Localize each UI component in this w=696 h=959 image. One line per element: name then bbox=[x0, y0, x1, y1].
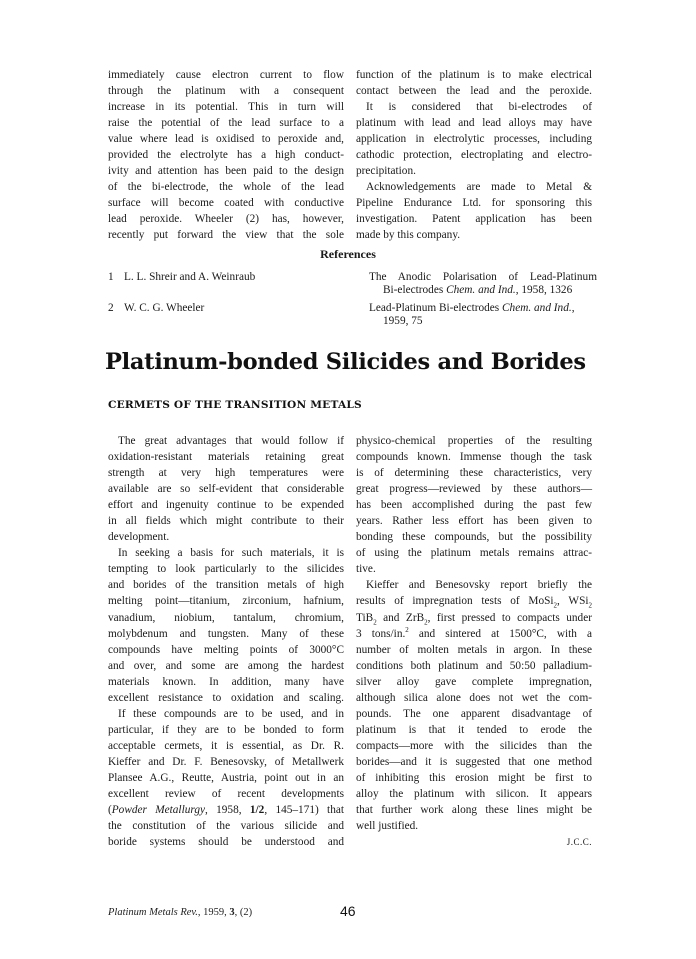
reference-number: 2 bbox=[108, 302, 114, 314]
article-subtitle: CERMETS OF THE TRANSITION METALS bbox=[108, 399, 362, 411]
text-line: compounds known. Immense though the task bbox=[356, 451, 592, 464]
footer-year: , 1959, bbox=[197, 907, 230, 918]
reference-source bbox=[369, 302, 597, 315]
text-line: acceptable cermets, it is essential, as Dr. R. bbox=[108, 739, 344, 752]
text-line: silver alloy gave complete impregnation, bbox=[356, 675, 592, 688]
text-line: development. bbox=[108, 531, 170, 544]
formula-line bbox=[356, 593, 592, 609]
text-line: surface will become coated with conductive bbox=[108, 197, 344, 210]
text-line: particular, if they are to be bonded to form bbox=[108, 723, 344, 736]
text-line: through the platinum with a consequent bbox=[108, 85, 344, 98]
text-line: pounds. The one apparent disadvantage of bbox=[356, 707, 592, 720]
text-line: vanadium, niobium, tantalum, chromium, bbox=[108, 611, 344, 624]
citation-line bbox=[108, 802, 344, 818]
text-line: that further work along these lines might be bbox=[356, 804, 592, 817]
text-line: raise the potential of the lead surface to a bbox=[108, 117, 344, 130]
text-line: tive. bbox=[356, 563, 376, 576]
text-line: materials known. In addition, many have bbox=[108, 675, 344, 688]
text-line: tempting to look particularly to the silicides bbox=[108, 563, 344, 576]
reference-citation bbox=[369, 271, 597, 297]
reference-details: 1959, 75 bbox=[383, 315, 423, 327]
reference-title: Lead-Platinum Bi-electrodes bbox=[369, 302, 500, 314]
references-heading: References bbox=[320, 247, 376, 261]
text-line: made by this company. bbox=[356, 229, 461, 242]
superscript: 2 bbox=[405, 625, 409, 634]
reference-title: The Anodic Polarisation of Lead-Platinum bbox=[369, 271, 597, 283]
cited-year: , 1958, bbox=[205, 804, 250, 817]
text-line: contact between the lead and the peroxide. bbox=[356, 85, 592, 98]
article-right-column bbox=[356, 433, 592, 850]
formula-line bbox=[356, 610, 592, 626]
text-fragment: and sintered at 1500°C, with a bbox=[408, 627, 592, 640]
text-fragment: TiB bbox=[356, 611, 374, 624]
text-line: of the bi-electrode, the whole of the lead bbox=[108, 181, 344, 194]
page-number: 46 bbox=[340, 903, 356, 919]
reference-authors: W. C. G. Wheeler bbox=[124, 302, 205, 314]
text-line: melting point—titanium, zirconium, hafnium, bbox=[108, 595, 344, 608]
text-line: years. Rather less effort has been given to bbox=[356, 515, 592, 528]
text-fragment: and ZrB bbox=[376, 611, 425, 624]
text-line: conditions both platinum and 50:50 palladium- bbox=[356, 659, 592, 672]
text-line: well justified. bbox=[356, 820, 419, 833]
text-line: boride systems should be understood and bbox=[108, 836, 344, 849]
text-line: If these compounds are to be used, and in bbox=[118, 707, 344, 720]
text-line: of inhibiting this erosion might be first to bbox=[356, 771, 592, 784]
article-title: Platinum-bonded Silicides and Borides bbox=[105, 349, 586, 375]
text-line: cathodic protection, electroplating and electro- bbox=[356, 149, 592, 162]
text-line: platinum is that it tended to erode the bbox=[356, 723, 592, 736]
reference-number: 1 bbox=[108, 271, 114, 283]
text-line: recently put forward the view that the sole bbox=[108, 229, 344, 242]
text-line: Kieffer and Dr. F. Benesovsky, of Metallwerk bbox=[108, 755, 344, 768]
subscript: 2 bbox=[424, 617, 428, 626]
footer-volume: 3 bbox=[229, 907, 235, 918]
text-line: Acknowledgements are made to Metal & bbox=[366, 181, 592, 194]
continued-article-right-column bbox=[356, 67, 592, 244]
text-fragment: , first pressed to compacts under bbox=[427, 611, 592, 624]
footer-citation bbox=[108, 907, 252, 918]
reference-item bbox=[0, 302, 696, 332]
text-line: the constitution of the various silicide and bbox=[108, 820, 344, 833]
reference-authors: L. L. Shreir and A. Weinraub bbox=[124, 271, 256, 283]
text-line: investigation. Patent application has been bbox=[356, 213, 592, 226]
text-line: and borides of the transition metals of high bbox=[108, 579, 344, 592]
text-line: ivity and attention has been paid to the design bbox=[108, 165, 344, 178]
text-line: is of determining these characteristics, very bbox=[356, 467, 592, 480]
text-line: physico-chemical properties of the resulting bbox=[356, 435, 592, 447]
text-line: Plansee A.G., Reutte, Austria, point out in an bbox=[108, 771, 344, 784]
text-line: Kieffer and Benesovsky report briefly the bbox=[366, 579, 592, 592]
text-line: function of the platinum is to make electrical bbox=[356, 69, 592, 81]
footer-journal-name: Platinum Metals Rev. bbox=[108, 907, 198, 918]
text-line: available are so self-evident that considerable bbox=[108, 483, 344, 496]
cited-pages: , 145–171) that bbox=[264, 804, 345, 817]
text-line: immediately cause electron current to flow bbox=[108, 69, 344, 81]
text-line: excellent review of recent developments bbox=[108, 788, 344, 801]
text-line: strength at very high temperatures were bbox=[108, 467, 344, 480]
text-line: increase in its potential. This in turn will bbox=[108, 101, 344, 114]
author-signature: J.C.C. bbox=[566, 837, 592, 848]
text-line: bonding these compounds, but the possibility bbox=[356, 531, 592, 544]
reference-source bbox=[369, 284, 597, 297]
subscript: 2 bbox=[553, 601, 558, 610]
text-line: In seeking a basis for such materials, it is bbox=[118, 547, 344, 560]
reference-details: , bbox=[571, 302, 575, 314]
text-line: and over, and some are among the hardest bbox=[108, 659, 344, 672]
text-fragment: results of impregnation tests of MoSi bbox=[356, 595, 554, 608]
subscript: 2 bbox=[373, 617, 377, 626]
text-line: of using the platinum metals remains attrac- bbox=[356, 547, 592, 560]
text-line: The great advantages that would follow if bbox=[118, 435, 344, 447]
text-fragment: 3 tons/in. bbox=[356, 627, 406, 640]
text-line: excellent resistance to oxidation and scaling. bbox=[108, 691, 344, 704]
reference-details: , 1958, 1326 bbox=[515, 284, 573, 296]
text-line: precipitation. bbox=[356, 165, 416, 178]
continued-article-left-column bbox=[108, 67, 344, 244]
text-fragment: , WSi bbox=[557, 595, 589, 608]
text-line: in all fields which might contribute to their bbox=[108, 515, 344, 528]
text-line: borides—and it is suggested that one method bbox=[356, 755, 592, 768]
text-line: although silica alone does not wet the com- bbox=[356, 691, 592, 704]
text-line: application in electrolytic processes, including bbox=[356, 133, 592, 146]
text-line: compacts—more with the silicides than the bbox=[356, 739, 592, 752]
text-line: compounds have melting points of 3000°C bbox=[108, 643, 344, 656]
reference-item bbox=[0, 271, 696, 301]
paren: ( bbox=[108, 804, 112, 817]
text-line: value where lead is oxidised to peroxide and, bbox=[108, 133, 344, 146]
footer-issue: , (2) bbox=[234, 907, 253, 918]
reference-citation bbox=[369, 302, 597, 328]
text-line: effort and ingenuity continue to be expended bbox=[108, 499, 344, 512]
text-line: great progress—reviewed by these authors— bbox=[356, 483, 592, 496]
formula-line bbox=[356, 626, 592, 642]
cited-journal: Powder Metallurgy bbox=[111, 804, 205, 817]
text-line: alloy the platinum with silicon. It appears bbox=[356, 788, 592, 801]
reference-journal: Chem. and Ind. bbox=[446, 284, 516, 296]
text-line: It is considered that bi-electrodes of bbox=[366, 101, 592, 114]
text-line: Pipeline Endurance Ltd. for sponsoring this bbox=[356, 197, 592, 210]
text-line: platinum with lead and lead alloys may have bbox=[356, 117, 592, 130]
reference-journal: Chem. and Ind. bbox=[502, 302, 572, 314]
text-line: molybdenum and tungsten. Many of these bbox=[108, 627, 344, 640]
text-line: provided the electrolyte has a high conduct- bbox=[108, 149, 344, 162]
article-left-column bbox=[108, 433, 344, 850]
cited-volume: 1/2 bbox=[249, 804, 265, 817]
text-line: oxidation-resistant materials retaining great bbox=[108, 451, 344, 464]
text-line: number of molten metals in argon. In these bbox=[356, 643, 592, 656]
subscript: 2 bbox=[588, 601, 593, 610]
text-line: lead peroxide. Wheeler (2) has, however, bbox=[108, 213, 344, 226]
text-line: has been accomplished during the past few bbox=[356, 499, 592, 512]
reference-title-cont: Bi-electrodes bbox=[383, 284, 444, 296]
